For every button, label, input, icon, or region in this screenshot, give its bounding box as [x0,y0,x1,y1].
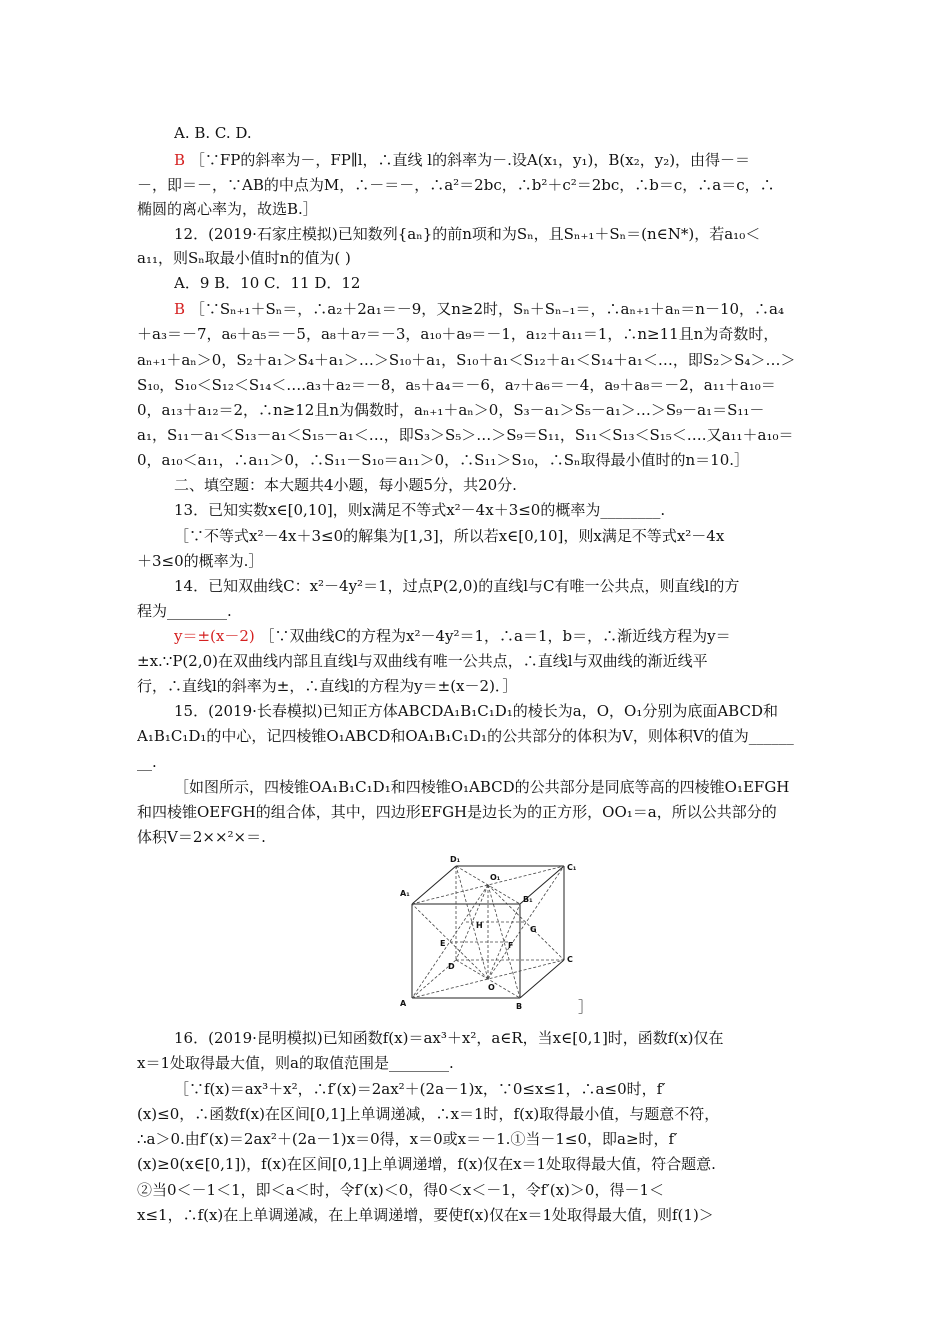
answer-letter: B [174,300,186,318]
q13-solution-line: ［∵不等式x²－4x＋3≤0的解集为[1,3]，所以若x∈[0,10]，则x满足不等式x²－4x [174,527,725,545]
q14-solution-line: ±x.∵P(2,0)在双曲线内部且直线l与双曲线有唯一公共点，∴直线l与双曲线的渐近线平 [137,652,708,670]
label-H: H [476,921,483,930]
answer-expression: y＝±(x－2) [174,627,255,645]
q16-solution-line: (x)≤0，∴函数f(x)在区间[0,1]上单调递减，∴x＝1时，f(x)取得最小值，与题意不符， [137,1105,720,1123]
q14-solution-line: y＝±(x－2) ［∵双曲线C的方程为x²－4y²＝1，∴a＝1，b＝，∴渐近线方程为y＝ [174,627,731,645]
label-D1: D₁ [450,855,461,864]
section-heading: 二、填空题：本大题共4小题，每小题5分，共20分. [174,476,517,494]
cube-figure [400,852,590,1018]
q12-solution-line: B ［∵Sₙ₊₁＋Sₙ＝，∴a₂＋2a₁＝－9，又n≥2时，Sₙ＋Sₙ₋₁＝，∴aₙ₊₁＋aₙ＝n－10，∴a₄ [174,300,785,318]
label-D: D [448,962,455,971]
q14-solution-line: 行，∴直线l的斜率为±，∴直线l的方程为y＝±(x－2)．］ [137,677,518,695]
label-B: B [516,1002,523,1011]
label-E: E [440,939,446,948]
label-O1: O₁ [490,873,501,882]
q12-stem: 12．(2019·石家庄模拟)已知数列{aₙ}的前n项和为Sₙ，且Sₙ₊₁＋Sₙ＝(n∈N*)，若a₁₀＜ [174,225,761,243]
q12-solution-line: ＋a₃＝－7，a₆＋a₅＝－5，a₈＋a₇＝－3，a₁₀＋a₉＝－1，a₁₂＋a₁₁＝1，∴n≥11且n为奇数时， [137,325,779,343]
q16-solution-line: ∴a＞0.由f′(x)＝2ax²＋(2a－1)x＝0得，x＝0或x＝－1.①当－1≤0，即a≥时，f′ [137,1130,678,1148]
label-A1: A₁ [400,889,410,898]
q15-stem: __. [137,753,157,771]
q15-solution-line: 和四棱锥OEFGH的组合体，其中，四边形EFGH是边长为的正方形，OO₁＝a，所以公共部分的 [137,803,777,821]
q16-stem: x＝1处取得最大值，则a的取值范围是________. [137,1054,454,1072]
q15-solution-line: ［如图所示，四棱锥OA₁B₁C₁D₁和四棱锥O₁ABCD的公共部分是同底等高的四棱锥O₁EFGH [174,778,790,796]
q11-options: A. B. C. D. [174,124,252,142]
label-O: O [488,983,495,992]
q16-solution-line: x≤1，∴f(x)在上单调递减，在上单调递增，要使f(x)仅在x＝1处取得最大值，则f(1)＞ [137,1206,714,1224]
q16-solution-line: ②当0＜－1＜1，即＜a＜时，令f′(x)＜0，得0＜x＜－1，令f′(x)＞0，得－1＜ [137,1181,664,1199]
q15-stem: 15．(2019·长春模拟)已知正方体ABCDA₁B₁C₁D₁的棱长为a，O，O₁分别为底面ABCD和 [174,702,778,720]
q12-stem: a₁₁，则Sₙ取最小值时n的值为( ) [137,249,351,267]
q13-solution-line: ＋3≤0的概率为.］ [137,552,264,570]
q12-solution-line: S₁₀，S₁₀＜S₁₂＜S₁₄＜….a₃＋a₂＝－8，a₅＋a₄＝－6，a₇＋a₆＝－4，a₉＋a₈＝－2，a₁₁＋a₁₀＝ [137,376,776,394]
q16-solution-line: ［∵f(x)＝ax³＋x²，∴f′(x)＝2ax²＋(2a－1)x，∵0≤x≤1，∴a≤0时，f′ [174,1080,666,1098]
label-C1: C₁ [567,863,577,872]
q16-solution-line: (x)≥0(x∈[0,1])，f(x)在区间[0,1]上单调递增，f(x)仅在x＝1处取得最大值，符合题意. [137,1155,716,1173]
q12-options: A．9 B．10 C．11 D．12 [174,274,361,292]
answer-letter: B [174,151,186,169]
label-C: C [567,955,573,964]
label-B1: B₁ [523,895,533,904]
q13-stem: 13．已知实数x∈[0,10]，则x满足不等式x²－4x＋3≤0的概率为________. [174,501,666,519]
figure-closing-bracket: ］ [578,998,594,1016]
label-F: F [508,941,514,950]
q15-solution-line: 体积V＝2××²×＝. [137,828,266,846]
q16-stem: 16．(2019·昆明模拟)已知函数f(x)＝ax³＋x²，a∈R，当x∈[0,1]时，函数f(x)仅在 [174,1029,724,1047]
label-G: G [530,925,537,934]
q12-solution-line: a₁，S₁₁－a₁＜S₁₃－a₁＜S₁₅－a₁＜…，即S₃＞S₅＞…＞S₉＝S₁₁，S₁₁＜S₁₃＜S₁₅＜….又a₁₁＋a₁₀＝ [137,426,794,444]
q14-stem: 程为________. [137,602,232,620]
q14-stem: 14．已知双曲线C：x²－4y²＝1，过点P(2,0)的直线l与C有唯一公共点，则直线l的方 [174,577,740,595]
q12-solution-line: 0，a₁₃＋a₁₂＝2，∴n≥12且n为偶数时，aₙ₊₁＋aₙ＞0，S₃－a₁＞S₅－a₁＞…＞S₉－a₁＝S₁₁－ [137,401,765,419]
q11-solution-line: B ［∵FP的斜率为－，FP∥l，∴直线 l的斜率为－.设A(x₁，y₁)，B(x₂，y₂)，由得－＝ [174,151,751,169]
q12-solution-line: aₙ₊₁＋aₙ＞0，S₂＋a₁＞S₄＋a₁＞…＞S₁₀＋a₁，S₁₀＋a₁＜S₁₂＋a₁＜S₁₄＋a₁＜…，即S₂＞S₄＞…＞ [137,351,796,369]
label-A: A [400,999,407,1008]
q11-solution-line: 椭圆的离心率为，故选B.］ [137,200,318,218]
q15-stem: A₁B₁C₁D₁的中心，记四棱锥O₁ABCD和OA₁B₁C₁D₁的公共部分的体积为V，则体积V的值为______ [137,727,794,745]
q12-solution-line: 0，a₁₀＜a₁₁，∴a₁₁＞0，∴S₁₁－S₁₀＝a₁₁＞0，∴S₁₁＞S₁₀，∴Sₙ取得最小值时的n＝10.］ [137,451,749,469]
q11-solution-line: －，即＝－，∵AB的中点为M，∴－＝－，∴a²＝2bc，∴b²＋c²＝2bc，∴b＝c，∴a＝c，∴ [137,176,775,194]
